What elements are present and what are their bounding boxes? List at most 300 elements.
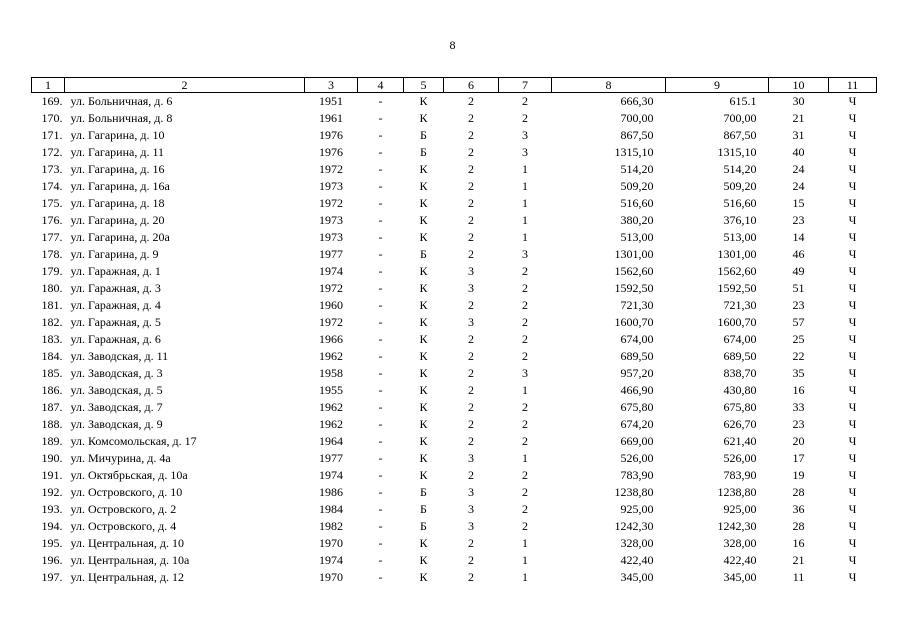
cell-row-number: 188. bbox=[41, 417, 63, 431]
cell-col-8: 1242,30 bbox=[614, 519, 654, 533]
cell-col-11: Ч bbox=[848, 145, 857, 159]
cell-col-9: 422,40 bbox=[723, 553, 757, 567]
cell-address: ул. Гаражная, д. 3 bbox=[70, 281, 161, 295]
cell-col-10: 19 bbox=[792, 468, 805, 482]
cell-wall-material: Б bbox=[420, 485, 427, 499]
cell-address: ул. Гаражная, д. 5 bbox=[70, 315, 161, 329]
cell-col-9: 430,80 bbox=[723, 383, 757, 397]
cell-col-8: 721,30 bbox=[620, 298, 654, 312]
cell-year-built: 1974 bbox=[319, 264, 343, 278]
cell-col-7: 2 bbox=[522, 502, 528, 516]
cell-year-built: 1973 bbox=[319, 213, 343, 227]
cell-col-7: 2 bbox=[522, 519, 528, 533]
cell-col-10: 28 bbox=[792, 485, 805, 499]
cell-col-8: 867,50 bbox=[620, 128, 654, 142]
cell-col-4: - bbox=[378, 383, 383, 397]
cell-col-4: - bbox=[378, 315, 383, 329]
cell-col-11: Ч bbox=[848, 111, 857, 125]
cell-col-9: 509,20 bbox=[723, 179, 757, 193]
column-header-2: 2 bbox=[65, 78, 305, 93]
cell-address: ул. Центральная, д. 10 bbox=[70, 536, 185, 550]
cell-row-number: 197. bbox=[41, 570, 63, 584]
cell-col-9: 700,00 bbox=[723, 111, 757, 125]
cell-col-8: 675,80 bbox=[620, 400, 654, 414]
cell-row-number: 177. bbox=[41, 230, 63, 244]
cell-col-11: Ч bbox=[848, 417, 857, 431]
cell-col-4: - bbox=[378, 434, 383, 448]
cell-col-9: 514,20 bbox=[723, 162, 757, 176]
table-row bbox=[32, 518, 877, 535]
cell-col-8: 700,00 bbox=[620, 111, 654, 125]
cell-wall-material: Б bbox=[420, 502, 427, 516]
cell-col-6: 2 bbox=[468, 366, 474, 380]
cell-col-9: 783,90 bbox=[723, 468, 757, 482]
cell-col-6: 3 bbox=[468, 315, 474, 329]
cell-col-11: Ч bbox=[848, 247, 857, 261]
cell-col-8: 513,00 bbox=[620, 230, 654, 244]
cell-year-built: 1972 bbox=[319, 281, 343, 295]
cell-row-number: 170. bbox=[41, 111, 63, 125]
table-row bbox=[32, 399, 877, 416]
cell-wall-material: К bbox=[419, 417, 428, 431]
cell-col-4: - bbox=[378, 196, 383, 210]
cell-col-4: - bbox=[378, 213, 383, 227]
cell-wall-material: К bbox=[419, 111, 428, 125]
table-row bbox=[32, 416, 877, 433]
cell-row-number: 171. bbox=[41, 128, 63, 142]
cell-col-4: - bbox=[378, 519, 383, 533]
cell-wall-material: К bbox=[419, 315, 428, 329]
cell-address: ул. Гагарина, д. 9 bbox=[70, 247, 159, 261]
cell-col-6: 3 bbox=[468, 451, 474, 465]
cell-year-built: 1966 bbox=[319, 332, 343, 346]
cell-address: ул. Гагарина, д. 16а bbox=[70, 179, 170, 193]
cell-address: ул. Островского, д. 2 bbox=[70, 502, 177, 516]
cell-col-10: 40 bbox=[792, 145, 805, 159]
cell-col-11: Ч bbox=[848, 519, 857, 533]
table-row bbox=[32, 467, 877, 484]
cell-col-10: 11 bbox=[792, 570, 805, 584]
cell-col-7: 2 bbox=[522, 400, 528, 414]
cell-address: ул. Центральная, д. 12 bbox=[70, 570, 185, 584]
cell-col-11: Ч bbox=[848, 502, 857, 516]
cell-col-10: 22 bbox=[792, 349, 805, 363]
header-row bbox=[32, 78, 877, 93]
cell-col-6: 3 bbox=[468, 519, 474, 533]
cell-col-4: - bbox=[378, 179, 383, 193]
cell-col-11: Ч bbox=[848, 315, 857, 329]
cell-col-9: 626,70 bbox=[723, 417, 757, 431]
cell-col-4: - bbox=[378, 536, 383, 550]
cell-col-8: 380,20 bbox=[620, 213, 654, 227]
cell-address: ул. Островского, д. 4 bbox=[70, 519, 177, 533]
cell-col-10: 31 bbox=[792, 128, 805, 142]
cell-col-4: - bbox=[378, 264, 383, 278]
cell-col-11: Ч bbox=[848, 94, 857, 108]
cell-wall-material: К bbox=[419, 383, 428, 397]
cell-col-6: 2 bbox=[468, 332, 474, 346]
table-row bbox=[32, 212, 877, 229]
cell-col-7: 1 bbox=[522, 230, 528, 244]
table-row bbox=[32, 144, 877, 161]
cell-wall-material: К bbox=[419, 196, 428, 210]
cell-col-10: 57 bbox=[792, 315, 805, 329]
cell-wall-material: К bbox=[419, 468, 428, 482]
column-header-1: 1 bbox=[32, 78, 65, 93]
cell-address: ул. Больничная, д. 6 bbox=[70, 94, 173, 108]
cell-col-9: 925,00 bbox=[723, 502, 757, 516]
cell-address: ул. Заводская, д. 9 bbox=[70, 417, 163, 431]
cell-col-9: 1301,00 bbox=[717, 247, 757, 261]
cell-col-8: 674,20 bbox=[620, 417, 654, 431]
cell-col-6: 2 bbox=[468, 349, 474, 363]
cell-year-built: 1974 bbox=[319, 553, 343, 567]
cell-year-built: 1970 bbox=[319, 570, 343, 584]
column-header-5: 5 bbox=[404, 78, 444, 93]
cell-col-6: 2 bbox=[468, 570, 474, 584]
cell-year-built: 1984 bbox=[319, 502, 343, 516]
cell-year-built: 1962 bbox=[319, 417, 343, 431]
cell-col-7: 2 bbox=[522, 94, 528, 108]
cell-wall-material: К bbox=[419, 179, 428, 193]
cell-row-number: 181. bbox=[41, 298, 63, 312]
cell-col-10: 23 bbox=[792, 213, 805, 227]
cell-col-4: - bbox=[378, 111, 383, 125]
cell-col-4: - bbox=[378, 417, 383, 431]
cell-col-8: 1315,10 bbox=[614, 145, 654, 159]
cell-col-9: 838,70 bbox=[723, 366, 757, 380]
cell-year-built: 1970 bbox=[319, 536, 343, 550]
cell-col-4: - bbox=[378, 247, 383, 261]
cell-address: ул. Гаражная, д. 1 bbox=[70, 264, 161, 278]
cell-col-10: 21 bbox=[792, 111, 805, 125]
cell-col-8: 1592,50 bbox=[614, 281, 654, 295]
cell-col-8: 1562,60 bbox=[614, 264, 654, 278]
cell-year-built: 1962 bbox=[319, 349, 343, 363]
cell-col-8: 1301,00 bbox=[614, 247, 654, 261]
cell-col-8: 674,00 bbox=[620, 332, 654, 346]
cell-col-4: - bbox=[378, 298, 383, 312]
cell-row-number: 169. bbox=[41, 94, 63, 108]
cell-year-built: 1982 bbox=[319, 519, 343, 533]
cell-year-built: 1973 bbox=[319, 230, 343, 244]
table-row bbox=[32, 382, 877, 399]
cell-col-4: - bbox=[378, 502, 383, 516]
cell-col-6: 2 bbox=[468, 417, 474, 431]
cell-col-7: 2 bbox=[522, 485, 528, 499]
cell-col-4: - bbox=[378, 570, 383, 584]
cell-col-8: 1238,80 bbox=[614, 485, 654, 499]
table-row bbox=[32, 501, 877, 518]
cell-year-built: 1962 bbox=[319, 400, 343, 414]
cell-address: ул. Заводская, д. 3 bbox=[70, 366, 163, 380]
column-header-6: 6 bbox=[444, 78, 499, 93]
cell-col-11: Ч bbox=[848, 298, 857, 312]
cell-col-11: Ч bbox=[848, 128, 857, 142]
cell-address: ул. Больничная, д. 8 bbox=[70, 111, 173, 125]
cell-row-number: 192. bbox=[41, 485, 63, 499]
table-row bbox=[32, 110, 877, 127]
cell-col-6: 2 bbox=[468, 400, 474, 414]
column-header-8: 8 bbox=[552, 78, 666, 93]
cell-row-number: 174. bbox=[41, 179, 63, 193]
cell-address: ул. Гагарина, д. 16 bbox=[70, 162, 165, 176]
cell-wall-material: К bbox=[419, 332, 428, 346]
cell-col-8: 422,40 bbox=[620, 553, 654, 567]
table-row bbox=[32, 297, 877, 314]
cell-col-9: 621,40 bbox=[723, 434, 757, 448]
cell-col-9: 675,80 bbox=[723, 400, 757, 414]
cell-col-7: 3 bbox=[522, 145, 528, 159]
cell-col-11: Ч bbox=[848, 570, 857, 584]
cell-year-built: 1977 bbox=[319, 247, 343, 261]
cell-col-9: 1242,30 bbox=[717, 519, 757, 533]
cell-row-number: 175. bbox=[41, 196, 63, 210]
cell-col-11: Ч bbox=[848, 264, 857, 278]
cell-row-number: 180. bbox=[41, 281, 63, 295]
cell-col-11: Ч bbox=[848, 451, 857, 465]
cell-col-6: 2 bbox=[468, 468, 474, 482]
housing-table bbox=[31, 77, 877, 586]
cell-col-6: 2 bbox=[468, 247, 474, 261]
cell-col-11: Ч bbox=[848, 434, 857, 448]
cell-address: ул. Гагарина, д. 20а bbox=[70, 230, 170, 244]
cell-col-6: 3 bbox=[468, 485, 474, 499]
cell-col-9: 526,00 bbox=[723, 451, 757, 465]
table-header bbox=[32, 78, 877, 93]
cell-col-6: 3 bbox=[468, 281, 474, 295]
table-row bbox=[32, 178, 877, 195]
table-row bbox=[32, 263, 877, 280]
cell-col-9: 1238,80 bbox=[717, 485, 757, 499]
cell-row-number: 173. bbox=[41, 162, 63, 176]
cell-col-6: 2 bbox=[468, 383, 474, 397]
cell-wall-material: К bbox=[419, 570, 428, 584]
cell-col-8: 345,00 bbox=[620, 570, 654, 584]
cell-col-7: 1 bbox=[522, 196, 528, 210]
cell-year-built: 1972 bbox=[319, 162, 343, 176]
cell-wall-material: К bbox=[419, 162, 428, 176]
cell-row-number: 189. bbox=[41, 434, 63, 448]
cell-col-10: 14 bbox=[792, 230, 805, 244]
cell-col-6: 2 bbox=[468, 128, 474, 142]
cell-address: ул. Гагарина, д. 11 bbox=[70, 145, 165, 159]
cell-col-9: 328,00 bbox=[723, 536, 757, 550]
table-row bbox=[32, 569, 877, 586]
cell-address: ул. Гагарина, д. 20 bbox=[70, 213, 165, 227]
cell-col-10: 20 bbox=[792, 434, 805, 448]
cell-address: ул. Октябрьская, д. 10а bbox=[70, 468, 188, 482]
cell-col-4: - bbox=[378, 332, 383, 346]
cell-col-4: - bbox=[378, 349, 383, 363]
cell-wall-material: Б bbox=[420, 247, 427, 261]
cell-col-6: 2 bbox=[468, 179, 474, 193]
cell-address: ул. Заводская, д. 7 bbox=[70, 400, 163, 414]
table-row bbox=[32, 535, 877, 552]
cell-row-number: 178. bbox=[41, 247, 63, 261]
cell-col-8: 328,00 bbox=[620, 536, 654, 550]
cell-wall-material: К bbox=[419, 264, 428, 278]
table-row bbox=[32, 433, 877, 450]
table-body bbox=[32, 93, 877, 587]
cell-col-8: 509,20 bbox=[620, 179, 654, 193]
cell-col-10: 49 bbox=[792, 264, 805, 278]
cell-col-10: 21 bbox=[792, 553, 805, 567]
column-header-3: 3 bbox=[305, 78, 358, 93]
cell-col-7: 1 bbox=[522, 213, 528, 227]
cell-col-9: 516,60 bbox=[723, 196, 757, 210]
cell-col-6: 2 bbox=[468, 553, 474, 567]
cell-row-number: 182. bbox=[41, 315, 63, 329]
cell-col-9: 1562,60 bbox=[717, 264, 757, 278]
cell-col-11: Ч bbox=[848, 468, 857, 482]
cell-row-number: 176. bbox=[41, 213, 63, 227]
cell-year-built: 1977 bbox=[319, 451, 343, 465]
cell-col-11: Ч bbox=[848, 349, 857, 363]
cell-col-9: 513,00 bbox=[723, 230, 757, 244]
cell-address: ул. Комсомольская, д. 17 bbox=[70, 434, 197, 448]
column-header-11: 11 bbox=[829, 78, 877, 93]
column-header-9: 9 bbox=[666, 78, 769, 93]
cell-year-built: 1973 bbox=[319, 179, 343, 193]
cell-col-10: 28 bbox=[792, 519, 805, 533]
cell-col-7: 1 bbox=[522, 570, 528, 584]
cell-address: ул. Гаражная, д. 4 bbox=[70, 298, 161, 312]
cell-col-9: 867,50 bbox=[723, 128, 757, 142]
cell-col-10: 25 bbox=[792, 332, 805, 346]
cell-col-7: 2 bbox=[522, 332, 528, 346]
cell-col-9: 689,50 bbox=[723, 349, 757, 363]
table-row bbox=[32, 195, 877, 212]
cell-wall-material: К bbox=[419, 366, 428, 380]
cell-col-10: 46 bbox=[792, 247, 805, 261]
cell-wall-material: К bbox=[419, 230, 428, 244]
cell-row-number: 183. bbox=[41, 332, 63, 346]
cell-year-built: 1951 bbox=[319, 94, 343, 108]
table-row bbox=[32, 93, 877, 111]
cell-col-10: 17 bbox=[792, 451, 805, 465]
cell-wall-material: К bbox=[419, 400, 428, 414]
cell-col-8: 466,90 bbox=[620, 383, 654, 397]
cell-col-7: 2 bbox=[522, 468, 528, 482]
cell-col-6: 3 bbox=[468, 502, 474, 516]
cell-wall-material: К bbox=[419, 94, 428, 108]
cell-col-4: - bbox=[378, 145, 383, 159]
cell-col-7: 2 bbox=[522, 349, 528, 363]
cell-row-number: 172. bbox=[41, 145, 63, 159]
cell-row-number: 186. bbox=[41, 383, 63, 397]
cell-row-number: 179. bbox=[41, 264, 63, 278]
table-row bbox=[32, 331, 877, 348]
cell-row-number: 190. bbox=[41, 451, 63, 465]
cell-address: ул. Гагарина, д. 18 bbox=[70, 196, 165, 210]
cell-col-8: 516,60 bbox=[620, 196, 654, 210]
cell-col-6: 2 bbox=[468, 111, 474, 125]
cell-year-built: 1960 bbox=[319, 298, 343, 312]
cell-col-10: 23 bbox=[792, 298, 805, 312]
cell-col-7: 2 bbox=[522, 434, 528, 448]
cell-year-built: 1964 bbox=[319, 434, 343, 448]
cell-col-7: 1 bbox=[522, 383, 528, 397]
cell-col-7: 2 bbox=[522, 298, 528, 312]
cell-col-6: 2 bbox=[468, 298, 474, 312]
cell-col-10: 51 bbox=[792, 281, 805, 295]
cell-col-4: - bbox=[378, 162, 383, 176]
cell-year-built: 1955 bbox=[319, 383, 343, 397]
cell-col-11: Ч bbox=[848, 332, 857, 346]
cell-col-11: Ч bbox=[848, 281, 857, 295]
cell-col-7: 1 bbox=[522, 536, 528, 550]
cell-col-10: 33 bbox=[792, 400, 805, 414]
cell-col-11: Ч bbox=[848, 162, 857, 176]
table-row bbox=[32, 314, 877, 331]
cell-wall-material: К bbox=[419, 553, 428, 567]
cell-wall-material: К bbox=[419, 451, 428, 465]
cell-col-7: 1 bbox=[522, 553, 528, 567]
cell-col-11: Ч bbox=[848, 400, 857, 414]
cell-col-4: - bbox=[378, 485, 383, 499]
cell-col-6: 2 bbox=[468, 213, 474, 227]
cell-col-7: 2 bbox=[522, 281, 528, 295]
cell-col-11: Ч bbox=[848, 383, 857, 397]
cell-year-built: 1986 bbox=[319, 485, 343, 499]
cell-address: ул. Гагарина, д. 10 bbox=[70, 128, 165, 142]
page-number: 8 bbox=[449, 38, 456, 52]
cell-col-9: 1592,50 bbox=[717, 281, 757, 295]
cell-col-8: 957,20 bbox=[620, 366, 654, 380]
cell-year-built: 1974 bbox=[319, 468, 343, 482]
cell-col-11: Ч bbox=[848, 230, 857, 244]
cell-row-number: 193. bbox=[41, 502, 63, 516]
cell-wall-material: К bbox=[419, 213, 428, 227]
cell-col-7: 3 bbox=[522, 128, 528, 142]
cell-wall-material: Б bbox=[420, 519, 427, 533]
cell-col-4: - bbox=[378, 468, 383, 482]
table-row bbox=[32, 127, 877, 144]
cell-col-7: 3 bbox=[522, 366, 528, 380]
table-row bbox=[32, 484, 877, 501]
column-header-4: 4 bbox=[358, 78, 404, 93]
cell-wall-material: К bbox=[419, 281, 428, 295]
cell-col-4: - bbox=[378, 281, 383, 295]
cell-col-8: 689,50 bbox=[620, 349, 654, 363]
cell-col-11: Ч bbox=[848, 536, 857, 550]
cell-col-6: 2 bbox=[468, 230, 474, 244]
cell-address: ул. Заводская, д. 5 bbox=[70, 383, 163, 397]
cell-col-10: 24 bbox=[792, 179, 805, 193]
cell-col-10: 35 bbox=[792, 366, 805, 380]
cell-year-built: 1976 bbox=[319, 145, 343, 159]
cell-row-number: 187. bbox=[41, 400, 63, 414]
table-row bbox=[32, 229, 877, 246]
cell-row-number: 184. bbox=[41, 349, 63, 363]
cell-wall-material: К bbox=[419, 434, 428, 448]
cell-col-9: 1600,70 bbox=[717, 315, 757, 329]
cell-col-6: 3 bbox=[468, 264, 474, 278]
cell-address: ул. Центральная, д. 10а bbox=[70, 553, 190, 567]
cell-col-8: 783,90 bbox=[620, 468, 654, 482]
cell-year-built: 1961 bbox=[319, 111, 343, 125]
table-row bbox=[32, 246, 877, 263]
table-row bbox=[32, 552, 877, 569]
cell-year-built: 1958 bbox=[319, 366, 343, 380]
cell-col-9: 1315,10 bbox=[717, 145, 757, 159]
column-header-10: 10 bbox=[769, 78, 829, 93]
cell-col-6: 2 bbox=[468, 536, 474, 550]
cell-col-10: 16 bbox=[792, 383, 805, 397]
cell-col-8: 514,20 bbox=[620, 162, 654, 176]
cell-col-8: 526,00 bbox=[620, 451, 654, 465]
